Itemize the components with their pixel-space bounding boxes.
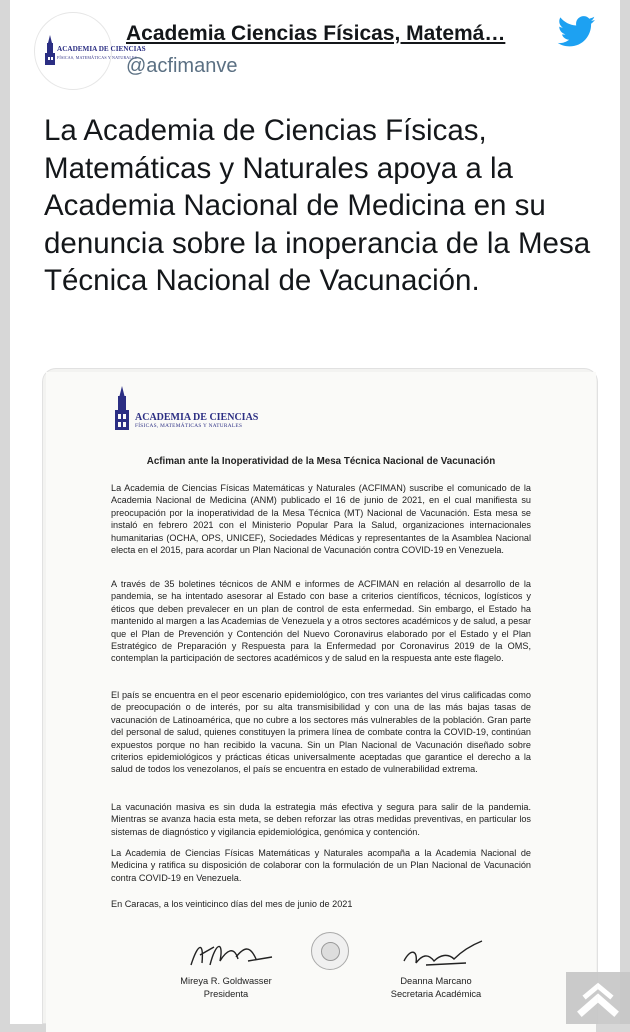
- avatar-logo-subtext: FÍSICAS, MATEMÁTICAS Y NATURALES: [57, 55, 138, 60]
- document-logo-subtext: FÍSICAS, MATEMÁTICAS Y NATURALES: [135, 423, 243, 429]
- signatory-block: [166, 975, 286, 1000]
- document-logo-text: ACADEMIA DE CIENCIAS: [135, 412, 259, 423]
- account-display-name[interactable]: Academia Ciencias Físicas, Matemá…: [126, 22, 506, 45]
- twitter-bird-icon[interactable]: [558, 16, 596, 48]
- signatory-block: [366, 975, 506, 1000]
- profile-avatar[interactable]: [34, 12, 146, 90]
- signature-marcano-image: [396, 937, 486, 971]
- document-paragraph: La Academia de Ciencias Físicas Matemáticas y Naturales acompaña a la Academia Nacional de Medicina y ratifica su disposición de colaborar con la formulación de un Plan Nacional de Vacunación contra COVID-19 en Venezuela.: [111, 848, 531, 883]
- avatar-logo-text: ACADEMIA DE CIENCIAS: [57, 45, 146, 53]
- document-title: Acfiman ante la Inoperatividad de la Mesa Técnica Nacional de Vacunación: [146, 456, 496, 467]
- signature-goldwasser-image: [186, 937, 276, 971]
- building-logo-icon: [43, 35, 57, 69]
- official-seal-image: [311, 932, 349, 970]
- signatory-name: Mireya R. Goldwasser: [180, 976, 272, 986]
- document-paragraph: La Academia de Ciencias Físicas Matemáticas y Naturales (ACFIMAN) suscribe el comunicado de la Academia Nacional de Medicina (ANM) publicado el 16 de junio de 2021, en el cual manifiesta su preocupación por la inoperatividad de la Mesa Técnica (MT) Nacional de Vacunación. Esta mesa se instaló en febrero 2021 con el Ministerio Popular Para la Salud, organizaciones internacionales humanitarias (OCHA, OPS, UNICEF), Sociedades Médicas y representantes de la Asamblea Nacional electa en el 2015, para acordar un Plan Nacional de Vacunación contra COVID-19 en Venezuela.: [111, 483, 531, 556]
- academy-logo-icon: [112, 386, 132, 434]
- tweet-media-image[interactable]: [42, 368, 598, 1024]
- tweet-card: [10, 0, 620, 1024]
- tweet-text: La Academia de Ciencias Físicas, Matemáticas y Naturales apoya a la Academia Nacional de Medicina en su denuncia sobre la inoperancia de la Mesa Técnica Nacional de Vacunación.: [44, 114, 591, 298]
- scroll-to-top-button[interactable]: [566, 972, 630, 1024]
- signatory-role: Secretaria Académica: [390, 988, 482, 999]
- document-page: [46, 372, 596, 1032]
- account-handle[interactable]: @acfimanve: [126, 55, 238, 77]
- signatory-role: Presidenta: [203, 988, 249, 999]
- chevron-up-icon: [566, 972, 630, 1024]
- document-date-line: En Caracas, a los veinticinco días del mes de junio de 2021: [111, 899, 353, 909]
- signatory-name: Deanna Marcano: [400, 976, 472, 986]
- document-paragraph: A través de 35 boletines técnicos de ANM e informes de ACFIMAN en relación al desarrollo de la pandemia, se ha intentado asesorar al Estado con base a criterios científicos, técnicos, logísticos y éticos que deben prevalecer en un plan de control de esta enfermedad. Sin embargo, el Estado ha mantenido al margen a las Academias de Venezuela y a otros sectores académicos y de salud, a pesar que el Plan de Prevención y Contención del Nuevo Coronavirus elaborado por el Estado y el Plan Estratégico de Preparación y Respuesta para la Enfermedad por Coronavirus 2019 de la OMS, contemplan la participación de sectores académicos y de salud en la respuesta ante este flagelo.: [111, 579, 531, 664]
- document-paragraph: El país se encuentra en el peor escenario epidemiológico, con tres variantes del virus calificadas como de preocupación o de interés, por su alta transmisibilidad y con una de las más bajas tasas de vacunación de Latinoamérica, que no cubre a los sectores más vulnerables de la población. Gran parte del personal de salud, quienes constituyen la primera línea de combate contra la COVID-19, continúan expuestos porque no han recibido la vacuna. Sin un Plan Nacional de Vacunación diseñado sobre criterios epidemiológicos y prácticas éticas universalmente aceptadas que garantice el derecho a la salud de todos los venezolanos, el país se encuentra en estado de vulnerabilidad extrema.: [111, 690, 531, 775]
- document-paragraph: La vacunación masiva es sin duda la estrategia más efectiva y segura para salir de la pandemia. Mientras se avanza hacia esta meta, se deben reforzar las otras medidas preventivas, en particular los sistemas de diagnóstico y vigilancia epidemiológica, genómica y contención.: [111, 802, 531, 837]
